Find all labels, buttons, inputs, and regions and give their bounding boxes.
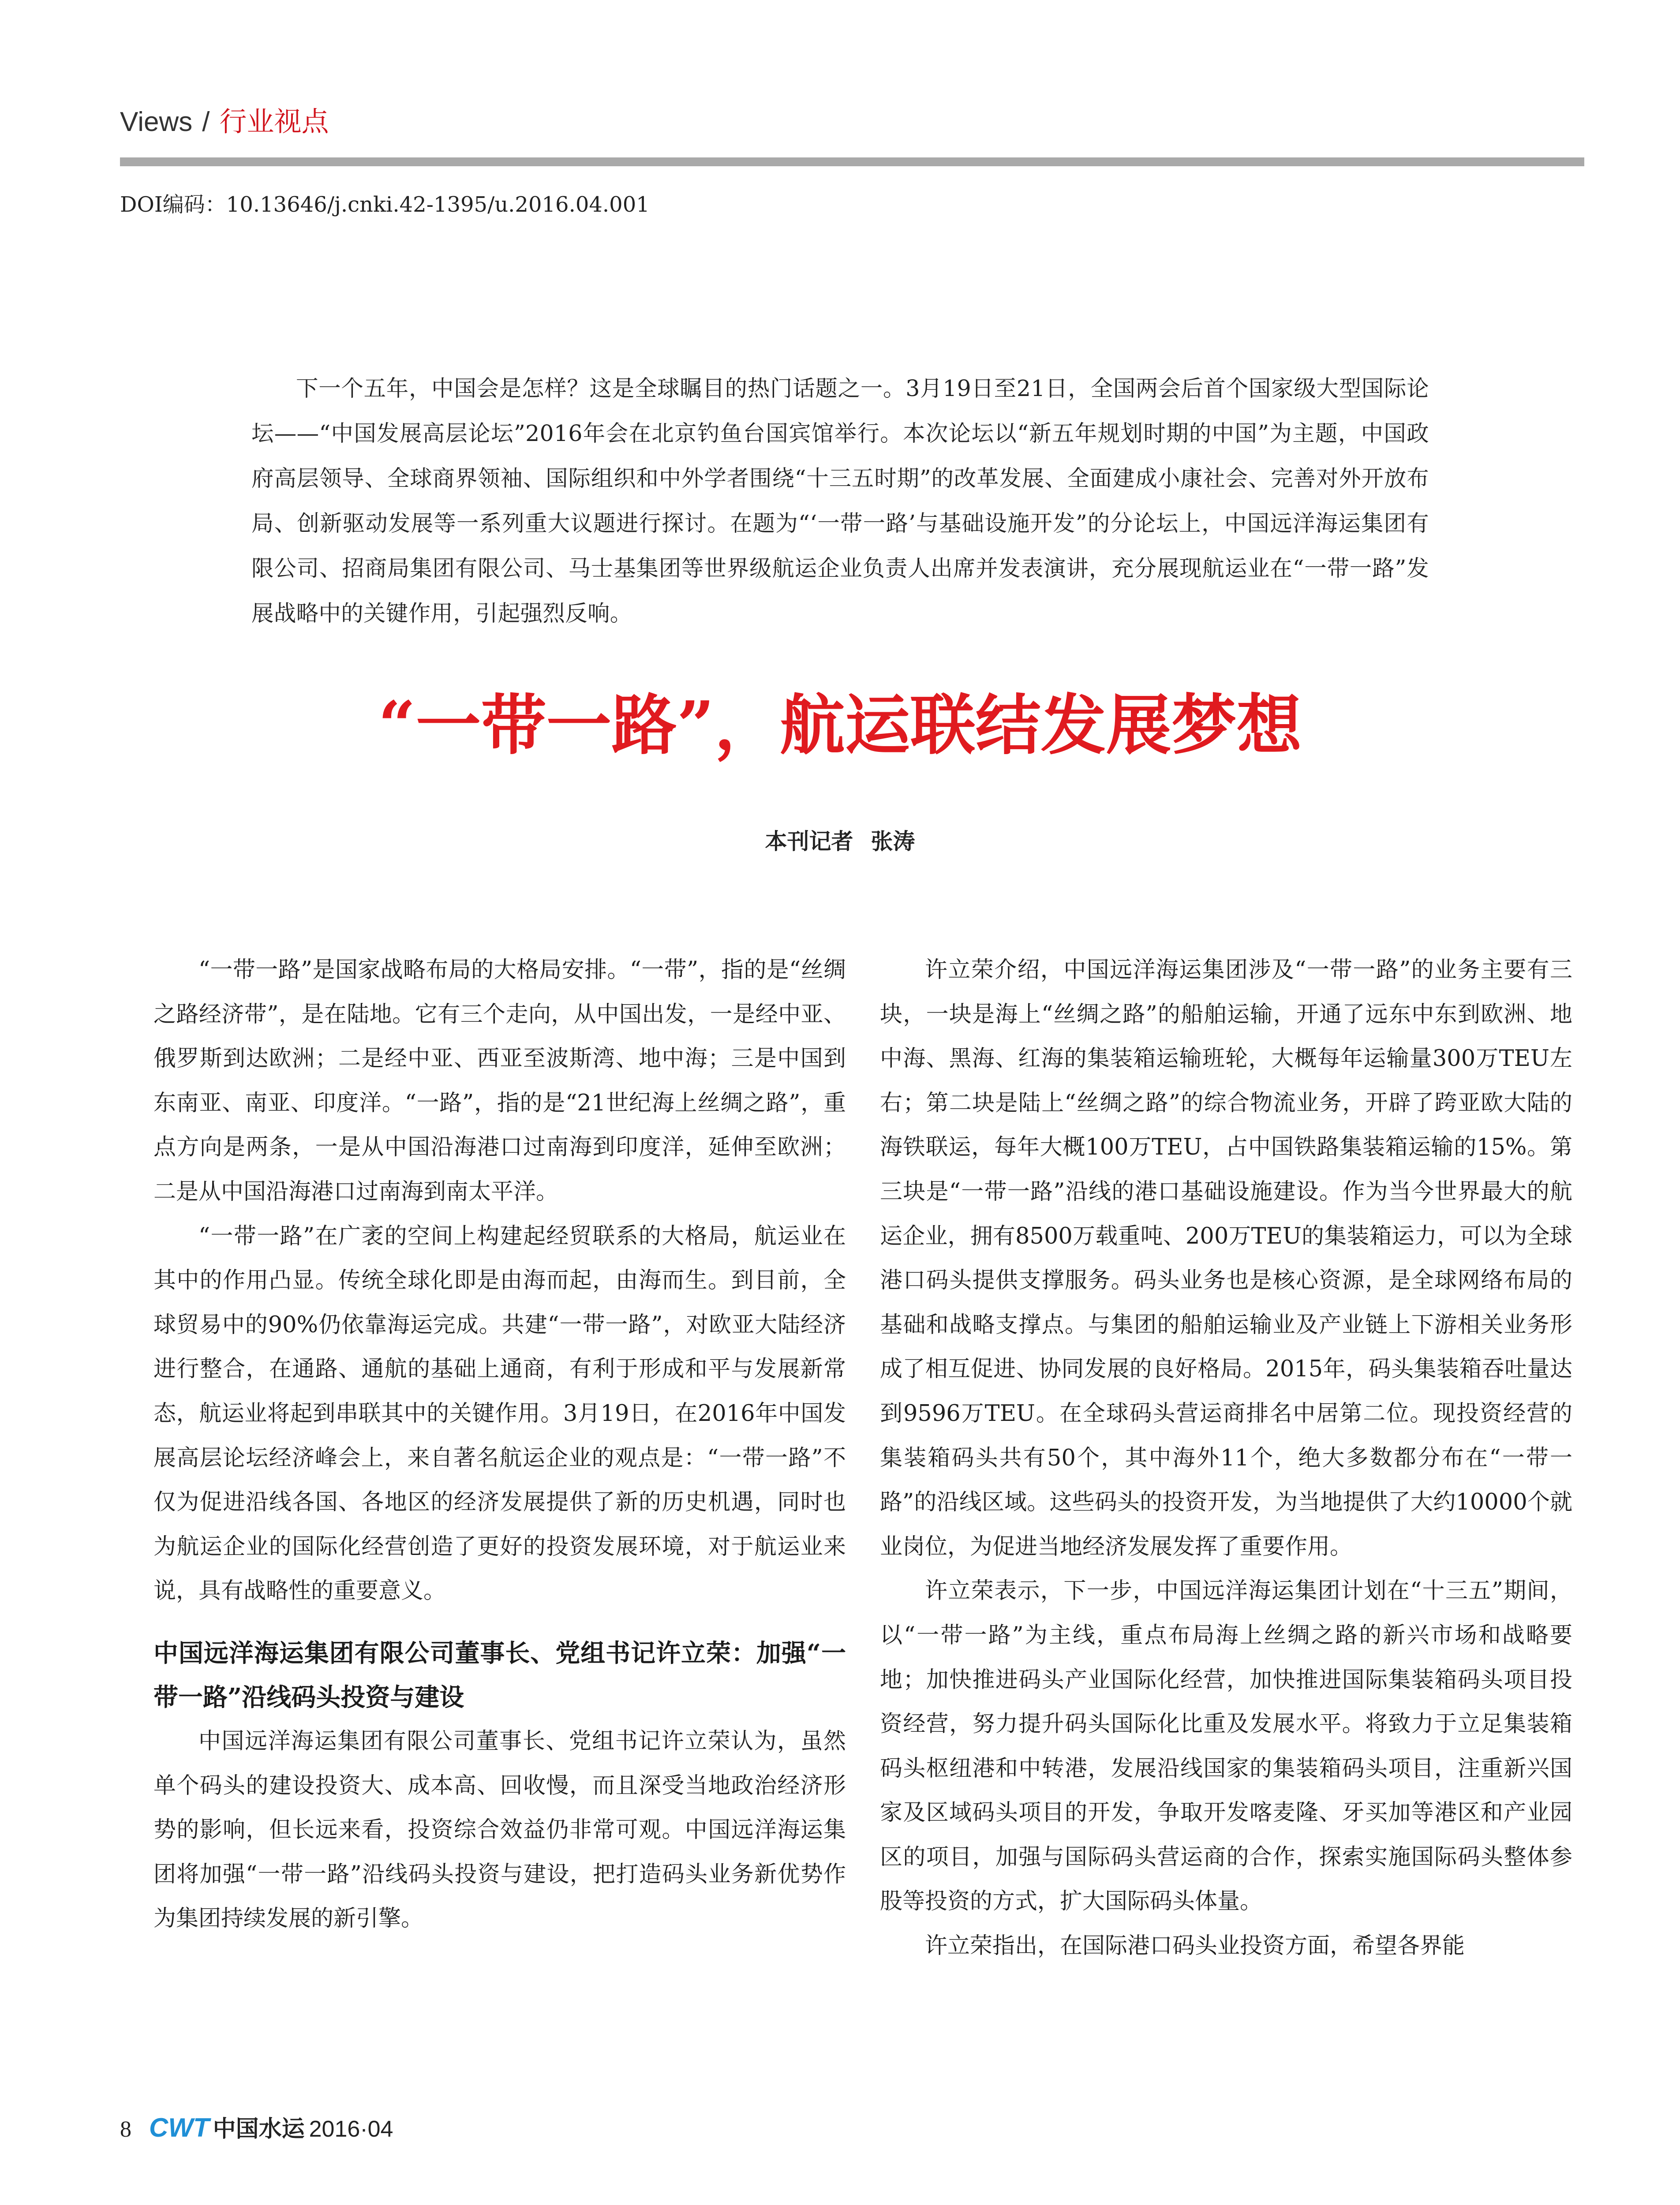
section-name-en: Views: [120, 107, 193, 137]
issue-number: 2016·04: [309, 2116, 393, 2142]
byline-author: 张涛: [871, 829, 915, 854]
body-paragraph: 许立荣介绍，中国远洋海运集团涉及“一带一路”的业务主要有三块，一块是海上“丝绸之路”的船舶运输，开通了远东中东到欧洲、地中海、黑海、红海的集装箱运输班轮，大概每年运输量300万TEU左右；第二块是陆上“丝绸之路”的综合物流业务，开辟了跨亚欧大陆的海铁联运，每年大概100万TEU，占中国铁路集装箱运输的15%。第三块是“一带一路”沿线的港口基础设施建设。作为当今世界最大的航运企业，拥有8500万载重吨、200万TEU的集装箱运力，可以为全球港口码头提供支撑服务。码头业务也是核心资源，是全球网络布局的基础和战略支撑点。与集团的船舶运输业及产业链上下游相关业务形成了相互促进、协同发展的良好格局。2015年，码头集装箱吞吐量达到9596万TEU。在全球码头营运商排名中居第二位。现投资经营的集装箱码头共有50个，其中海外11个，绝大多数都分布在“一带一路”的沿线区域。这些码头的投资开发，为当地提供了大约10000个就业岗位，为促进当地经济发展发挥了重要作用。: [880, 957, 1572, 1560]
left-column: [153, 948, 846, 1941]
lead-paragraph: 下一个五年，中国会是怎样？这是全球瞩目的热门话题之一。3月19日至21日，全国两会后首个国家级大型国际论坛——“中国发展高层论坛”2016年会在北京钓鱼台国宾馆举行。本次论坛以“新五年规划时期的中国”为主题，中国政府高层领导、全球商界领袖、国际组织和中外学者围绕“十三五时期”的改革发展、全面建成小康社会、完善对外开放布局、创新驱动发展等一系列重大议题进行探讨。在题为“‘一带一路’与基础设施开发”的分论坛上，中国远洋海运集团有限公司、招商局集团有限公司、马士基集团等世界级航运企业负责人出席并发表演讲，充分展现航运业在“一带一路”发展战略中的关键作用，引起强烈反响。: [251, 375, 1429, 626]
section-heading: 中国远洋海运集团有限公司董事长、党组书记许立荣：加强“一带一路”沿线码头投资与建设: [153, 1638, 846, 1712]
magazine-logo: CWT: [149, 2113, 210, 2142]
article-title: “一带一路”，航运联结发展梦想: [378, 687, 1302, 763]
doi-code: DOI编码：10.13646/j.cnki.42-1395/u.2016.04.001: [120, 192, 650, 217]
right-column: [880, 948, 1572, 1969]
page-number: 8: [120, 2117, 131, 2142]
body-paragraph: 中国远洋海运集团有限公司董事长、党组书记许立荣认为，虽然单个码头的建设投资大、成本高、回收慢，而且深受当地政治经济形势的影响，但长远来看，投资综合效益仍非常可观。中国远洋海运集团将加强“一带一路”沿线码头投资与建设，把打造码头业务新优势作为集团持续发展的新引擎。: [153, 1728, 846, 1932]
body-paragraph: “一带一路”是国家战略布局的大格局安排。“一带”，指的是“丝绸之路经济带”，是在陆地。它有三个走向，从中国出发，一是经中亚、俄罗斯到达欧洲；二是经中亚、西亚至波斯湾、地中海；三是中国到东南亚、南亚、印度洋。“一路”，指的是“21世纪海上丝绸之路”，重点方向是两条，一是从中国沿海港口过南海到印度洋，延伸至欧洲；二是从中国沿海港口过南海到南太平洋。: [153, 957, 846, 1205]
body-paragraph: “一带一路”在广袤的空间上构建起经贸联系的大格局，航运业在其中的作用凸显。传统全球化即是由海而起，由海而生。到目前，全球贸易中的90%仍依靠海运完成。共建“一带一路”，对欧亚大陆经济进行整合，在通路、通航的基础上通商，有利于形成和平与发展新常态，航运业将起到串联其中的关键作用。3月19日，在2016年中国发展高层论坛经济峰会上，来自著名航运企业的观点是：“一带一路”不仅为促进沿线各国、各地区的经济发展提供了新的历史机遇，同时也为航运企业的国际化经营创造了更好的投资发展环境，对于航运业来说，具有战略性的重要意义。: [153, 1223, 846, 1604]
section-separator: /: [202, 107, 210, 137]
body-paragraph: 许立荣指出，在国际港口码头业投资方面，希望各界能: [925, 1933, 1465, 1959]
section-header: [120, 105, 329, 138]
header-rule: [120, 157, 1584, 166]
byline: [0, 830, 1680, 852]
page-footer: [120, 2115, 393, 2141]
byline-role: 本刊记者: [765, 829, 853, 854]
body-paragraph: 许立荣表示，下一步，中国远洋海运集团计划在“十三五”期间，以“一带一路”为主线，重点布局海上丝绸之路的新兴市场和战略要地；加快推进码头产业国际化经营，加快推进国际集装箱码头项目投资经营，努力提升码头国际化比重及发展水平。将致力于立足集装箱码头枢纽港和中转港，发展沿线国家的集装箱码头项目，注重新兴国家及区域码头项目的开发，争取开发喀麦隆、牙买加等港区和产业园区的项目，加强与国际码头营运商的合作，探索实施国际码头整体参股等投资的方式，扩大国际码头体量。: [880, 1578, 1572, 1915]
section-name-cn: 行业视点: [219, 105, 329, 138]
magazine-name: 中国水运: [213, 2116, 305, 2142]
